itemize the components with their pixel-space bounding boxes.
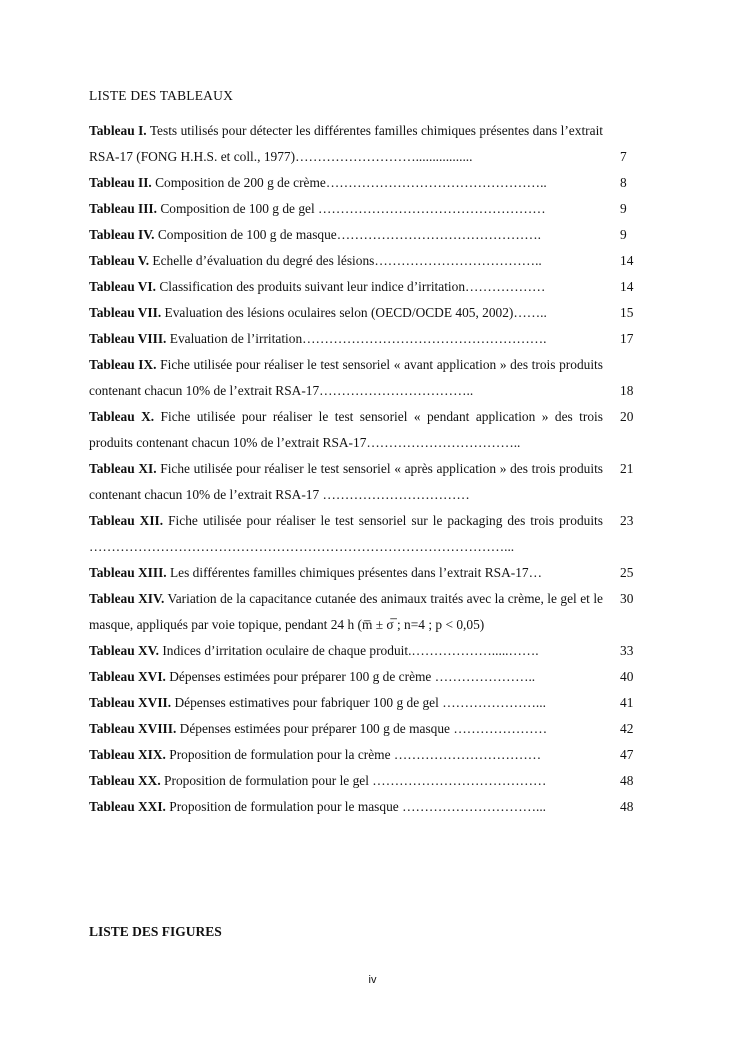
entry-label: Tableau XIX.	[89, 747, 166, 762]
entry-label: Tableau VI.	[89, 279, 156, 294]
entry-label: Tableau XI.	[89, 461, 157, 476]
entry-title: Proposition de formulation pour la crème ……………………………	[165, 747, 542, 762]
entry-title: Fiche utilisée pour réaliser le test sensoriel « avant application » des trois produits contenant chacun 10% de l’extrait RSA-17……………………………..	[89, 357, 603, 398]
list-item	[89, 690, 635, 716]
list-item	[89, 560, 635, 586]
entry-title: Evaluation de l’irritation……………………………………………….	[166, 331, 547, 346]
entry-text	[89, 352, 603, 404]
entry-text	[89, 300, 603, 326]
list-item	[89, 586, 635, 638]
list-item	[89, 664, 635, 690]
figures-heading: LISTE DES FIGURES	[89, 924, 222, 939]
entry-label: Tableau I.	[89, 123, 147, 138]
entry-text	[89, 248, 603, 274]
list-item	[89, 716, 635, 742]
entry-page: 15	[620, 305, 634, 320]
entry-title: Fiche utilisée pour réaliser le test sensoriel « après application » des trois produits contenant chacun 10% de l’extrait RSA-17 ……………………………	[89, 461, 603, 502]
entry-label: Tableau XIV.	[89, 591, 165, 606]
entry-page: 48	[620, 799, 634, 814]
entry-text	[89, 404, 603, 456]
list-item	[89, 794, 635, 820]
entry-text	[89, 586, 603, 638]
entry-title: Les différentes familles chimiques présentes dans l’extrait RSA-17…	[166, 565, 542, 580]
entry-page: 14	[620, 279, 634, 294]
entry-label: Tableau XVI.	[89, 669, 166, 684]
entry-page: 48	[620, 773, 634, 788]
list-item	[89, 248, 635, 274]
entry-text	[89, 170, 603, 196]
entry-page: 20	[620, 409, 634, 424]
entry-page: 42	[620, 721, 634, 736]
list-item	[89, 456, 635, 508]
page-number: iv	[368, 974, 377, 986]
entry-label: Tableau X.	[89, 409, 155, 424]
entry-label: Tableau XV.	[89, 643, 159, 658]
entry-page: 21	[620, 461, 634, 476]
entry-text	[89, 326, 603, 352]
table-list	[89, 118, 635, 820]
entry-text	[89, 638, 603, 664]
entry-label: Tableau VIII.	[89, 331, 167, 346]
entry-title: Fiche utilisée pour réaliser le test sensoriel sur le packaging des trois produits …………………………………………………………………………………...	[89, 513, 603, 554]
entry-title: Tests utilisés pour détecter les différentes familles chimiques présentes dans l’extrait RSA-17 (FONG H.H.S. et coll., 1977)……………………….................	[89, 123, 604, 164]
list-item	[89, 274, 635, 300]
entry-label: Tableau IV.	[89, 227, 155, 242]
list-item	[89, 404, 635, 456]
list-item	[89, 742, 635, 768]
list-item	[89, 196, 635, 222]
entry-title: Composition de 100 g de gel ……………………………………………	[156, 201, 546, 216]
entry-title: Dépenses estimées pour préparer 100 g de crème …………………..	[165, 669, 536, 684]
entry-title: Proposition de formulation pour le masque …………………………...	[165, 799, 547, 814]
entry-text	[89, 690, 603, 716]
entry-page: 47	[620, 747, 634, 762]
entry-page: 7	[620, 149, 627, 164]
list-item	[89, 352, 635, 404]
list-item	[89, 768, 635, 794]
entry-page: 9	[620, 201, 627, 216]
entry-text	[89, 716, 603, 742]
entry-page: 8	[620, 175, 627, 190]
entry-label: Tableau XVIII.	[89, 721, 177, 736]
list-item	[89, 222, 635, 248]
entry-text	[89, 196, 603, 222]
entry-text	[89, 768, 603, 794]
entry-page: 33	[620, 643, 634, 658]
entry-text	[89, 118, 603, 170]
entry-title: Composition de 100 g de masque……………………………………….	[154, 227, 541, 242]
entry-page: 9	[620, 227, 627, 242]
entry-label: Tableau VII.	[89, 305, 162, 320]
list-item	[89, 118, 635, 170]
entry-page: 17	[620, 331, 634, 346]
entry-label: Tableau III.	[89, 201, 157, 216]
entry-title: Indices d’irritation oculaire de chaque produit.……………….....…….	[158, 643, 539, 658]
entry-title: Evaluation des lésions oculaires selon (OECD/OCDE 405, 2002)……..	[161, 305, 547, 320]
entry-title: Echelle d’évaluation du degré des lésions………………………………..	[149, 253, 542, 268]
entry-page: 18	[620, 383, 634, 398]
entry-text	[89, 508, 603, 560]
entry-label: Tableau XIII.	[89, 565, 167, 580]
entry-text	[89, 742, 603, 768]
entry-page: 25	[620, 565, 634, 580]
list-item	[89, 300, 635, 326]
entry-text	[89, 274, 603, 300]
entry-label: Tableau XVII.	[89, 695, 172, 710]
list-item	[89, 170, 635, 196]
entry-title: Classification des produits suivant leur indice d’irritation………………	[156, 279, 546, 294]
entry-title: Variation de la capacitance cutanée des animaux traités avec la crème, le gel et le masque, appliqués par voie topique, pendant 24 h (m̅ ± σ̅ ; n=4 ; p < 0,05)	[89, 591, 604, 632]
entry-label: Tableau IX.	[89, 357, 157, 372]
entry-title: Dépenses estimées pour préparer 100 g de masque …………………	[176, 721, 548, 736]
entry-title: Dépenses estimatives pour fabriquer 100 g de gel …………………...	[171, 695, 546, 710]
list-item	[89, 326, 635, 352]
entry-page: 41	[620, 695, 634, 710]
entry-label: Tableau II.	[89, 175, 152, 190]
entry-label: Tableau XXI.	[89, 799, 166, 814]
list-item	[89, 508, 635, 560]
entry-title: Fiche utilisée pour réaliser le test sensoriel « pendant application » des trois produits contenant chacun 10% de l’extrait RSA-17……………………………..	[89, 409, 603, 450]
page-title: LISTE DES TABLEAUX	[89, 88, 234, 103]
entry-text	[89, 560, 603, 586]
entry-text	[89, 456, 603, 508]
entry-page: 14	[620, 253, 634, 268]
entry-label: Tableau XII.	[89, 513, 164, 528]
entry-page: 30	[620, 591, 634, 606]
entry-label: Tableau XX.	[89, 773, 161, 788]
list-item	[89, 638, 635, 664]
entry-page: 23	[620, 513, 634, 528]
entry-text	[89, 664, 603, 690]
entry-page: 40	[620, 669, 634, 684]
entry-title: Proposition de formulation pour le gel …………………………………	[160, 773, 547, 788]
entry-title: Composition de 200 g de crème…………………………………………..	[151, 175, 547, 190]
entry-label: Tableau V.	[89, 253, 150, 268]
entry-text	[89, 222, 603, 248]
entry-text	[89, 794, 603, 820]
